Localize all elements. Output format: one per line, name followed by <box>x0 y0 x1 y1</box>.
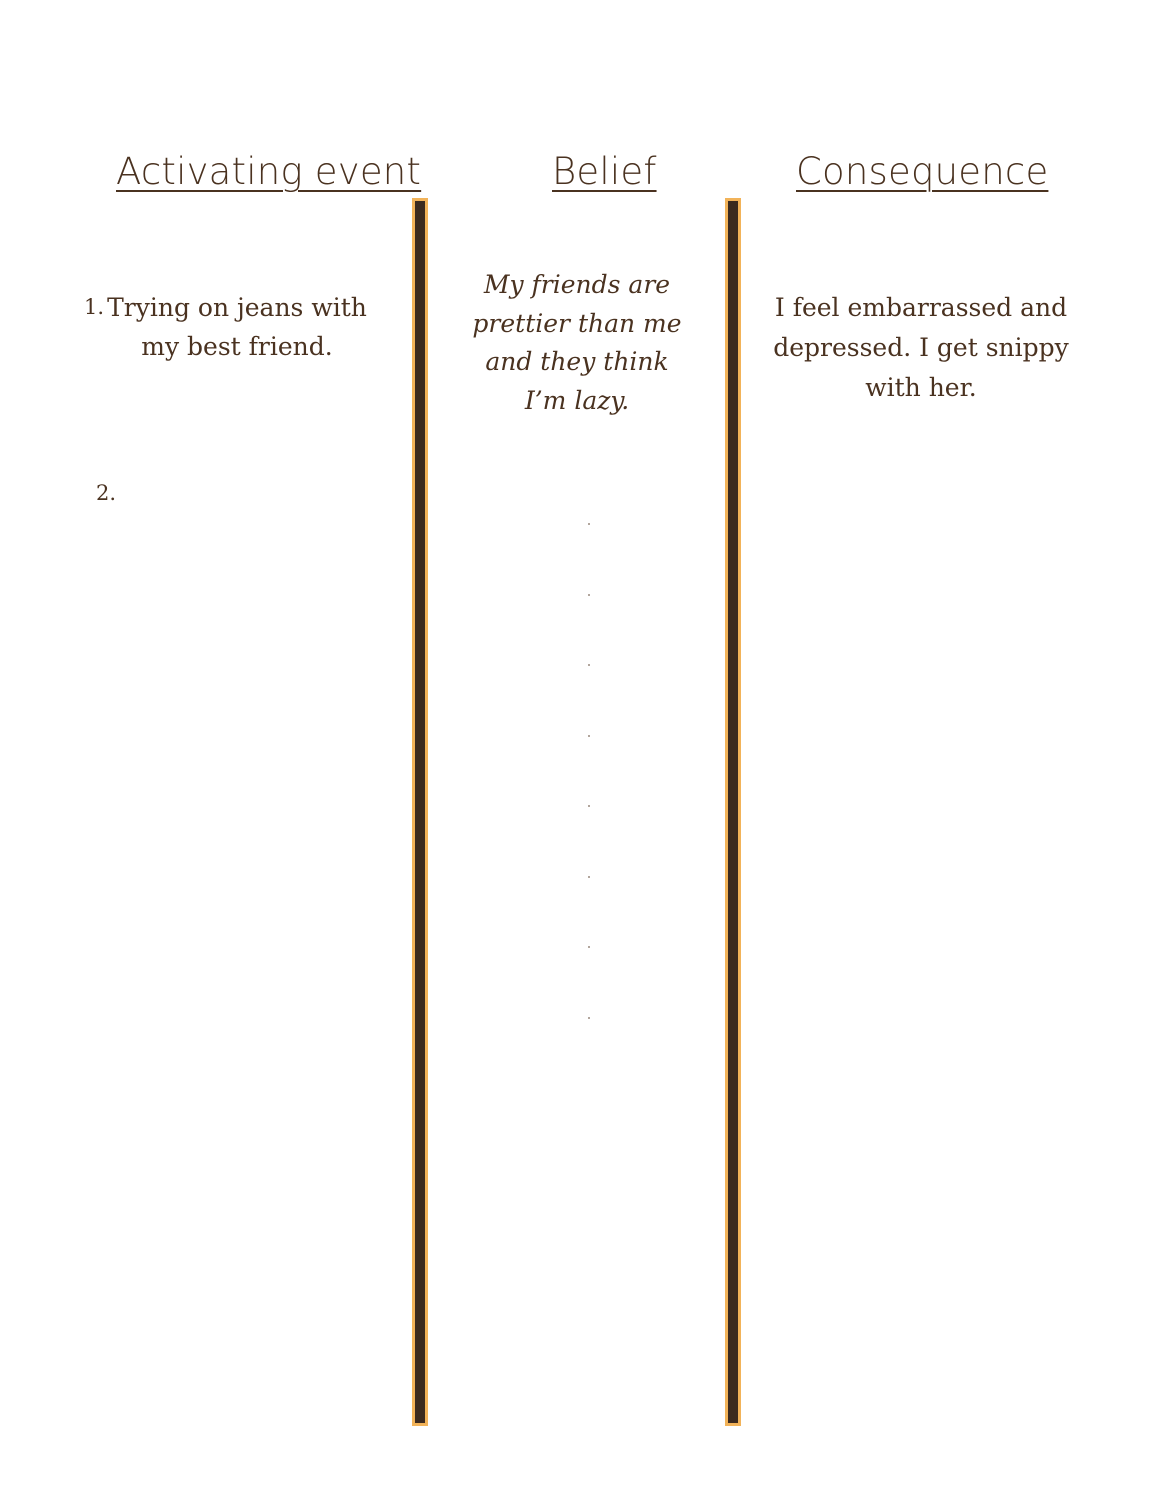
item-text: Trying on jeans with my best friend. <box>107 293 367 361</box>
activating-event-item-1 <box>84 288 384 366</box>
consequence-text: I feel embarrassed and depressed. I get snippy with her. <box>773 293 1069 402</box>
column-divider-right <box>725 198 741 1426</box>
dot-marker <box>588 735 590 737</box>
dot-marker <box>588 1017 590 1019</box>
heading-consequence: Consequence <box>796 150 1049 193</box>
dot-marker <box>588 523 590 525</box>
activating-event-item-2 <box>96 474 116 513</box>
dot-marker <box>588 876 590 878</box>
column-divider-left <box>412 198 428 1426</box>
item-number: 2. <box>96 481 117 505</box>
belief-text: My friends are prettier than me and they think I’m lazy. <box>472 270 682 415</box>
dot-marker <box>588 805 590 807</box>
heading-activating-event: Activating event <box>116 150 422 193</box>
dot-marker <box>588 946 590 948</box>
item-number: 1. <box>84 295 105 319</box>
dot-marker <box>588 664 590 666</box>
dot-marker <box>588 594 590 596</box>
heading-belief: Belief <box>552 150 657 193</box>
